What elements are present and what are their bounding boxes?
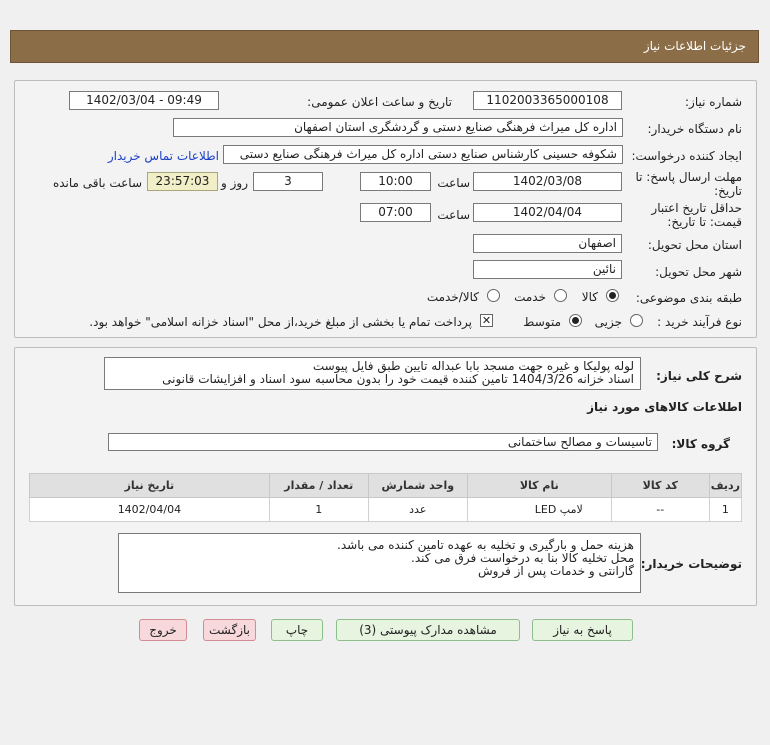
category-radio-goods[interactable] [606,289,619,302]
announce-datetime-field: 1402/03/04 - 09:49 [69,91,219,110]
process-radio-medium[interactable] [569,314,582,327]
attachments-button[interactable]: مشاهده مدارک پیوستی (3) [336,619,520,641]
cell-need-date: 1402/04/04 [30,498,270,522]
need-number-field: 1102003365000108 [473,91,622,110]
buyer-notes-label: توضیحات خریدار: [640,557,742,571]
process-label: نوع فرآیند خرید : [657,315,742,329]
city-field: نائین [473,260,622,279]
goods-group-field: تاسیسات و مصالح ساختمانی [108,433,658,451]
table-row[interactable] [30,498,742,522]
process-option-medium: متوسط [523,315,561,329]
announce-label: تاریخ و ساعت اعلان عمومی: [307,95,452,109]
validity-time-field: 07:00 [360,203,431,222]
validity-time-word: ساعت [437,208,470,222]
col-row: ردیف [709,474,741,498]
deadline-date-field: 1402/03/08 [473,172,622,191]
deadline-time-field: 10:00 [360,172,431,191]
cell-unit: عدد [368,498,467,522]
validity-date-field: 1402/04/04 [473,203,622,222]
buyer-contact-link[interactable]: اطلاعات تماس خریدار [107,149,219,163]
description-line-2: اسناد خزانه 1404/3/26 تامین کننده قیمت خود را بدون محاسبه سود اسناد و افزایشات قانونی [162,372,634,386]
need-number-label: شماره نیاز: [685,95,742,109]
goods-table-header [30,474,742,498]
treasury-payment-note: پرداخت تمام یا بخشی از مبلغ خرید،از محل "اسناد خزانه اسلامی" خواهد بود. [89,315,472,329]
goods-section-title: اطلاعات کالاهای مورد نیاز [587,400,742,414]
col-code: کد کالا [611,474,709,498]
page-title: جزئیات اطلاعات نیاز [643,39,746,53]
deadline-label: مهلت ارسال پاسخ: تا [635,170,742,184]
creator-label: ایجاد کننده درخواست: [631,149,742,163]
category-option-service: خدمت [514,290,546,304]
category-radio-both[interactable] [487,289,500,302]
buyer-org-field: اداره کل میراث فرهنگی صنایع دستی و گردشگری استان اصفهان [173,118,623,137]
col-quantity: تعداد / مقدار [269,474,368,498]
treasury-payment-checkbox[interactable]: ✕ [481,314,492,327]
buyer-notes-textarea [118,533,641,593]
category-radio-service[interactable] [554,289,567,302]
goods-group-label: گروه کالا: [671,437,730,451]
category-option-goods: کالا [581,290,598,304]
buyer-org-label: نام دستگاه خریدار: [647,122,742,136]
col-name: نام کالا [467,474,611,498]
description-textarea [104,357,641,390]
cell-row: 1 [709,498,741,522]
col-unit: واحد شمارش [368,474,467,498]
buyer-notes-line-1: هزینه حمل و بارگیری و تخلیه به عهده تامین کننده می باشد. [337,538,634,552]
description-label: شرح کلی نیاز: [656,369,742,383]
col-need-date: تاریخ نیاز [30,474,270,498]
cell-quantity: 1 [269,498,368,522]
process-radio-minor[interactable] [630,314,643,327]
remaining-time-field: 23:57:03 [147,172,218,191]
days-field: 3 [253,172,323,191]
days-word: روز و [221,176,248,190]
print-button[interactable]: چاپ [271,619,323,641]
city-label: شهر محل تحویل: [655,265,742,279]
province-label: استان محل تحویل: [647,238,742,252]
category-option-both: کالا/خدمت [426,290,479,304]
process-option-minor: جزیی [594,315,622,329]
page-header [10,30,759,63]
remaining-label: ساعت باقی مانده [52,176,142,190]
reply-button[interactable]: پاسخ به نیاز [532,619,633,641]
validity-label-2: قیمت: تا تاریخ: [667,215,742,229]
province-field: اصفهان [473,234,622,253]
description-line-1: لوله پولیکا و غیره جهت مسجد بابا عبداله تایین طبق فایل پیوست [312,359,634,373]
cell-code: -- [611,498,709,522]
deadline-time-word: ساعت [437,176,470,190]
goods-table [29,473,742,522]
category-label: طبقه بندی موضوعی: [635,291,742,305]
exit-button[interactable]: خروج [139,619,187,641]
creator-field: شکوفه حسینی کارشناس صنایع دستی اداره کل میراث فرهنگی صنایع دستی [223,145,623,164]
buyer-notes-line-2: محل تخلیه کالا بنا به درخواست فرق می کند. [411,551,634,565]
buyer-notes-line-3: گارانتی و خدمات پس از فروش [478,564,634,578]
deadline-label-2: تاریخ: [714,184,742,198]
back-button[interactable]: بازگشت [203,619,256,641]
cell-name: لامپ LED [467,498,611,522]
validity-label: حداقل تاریخ اعتبار [651,201,742,215]
